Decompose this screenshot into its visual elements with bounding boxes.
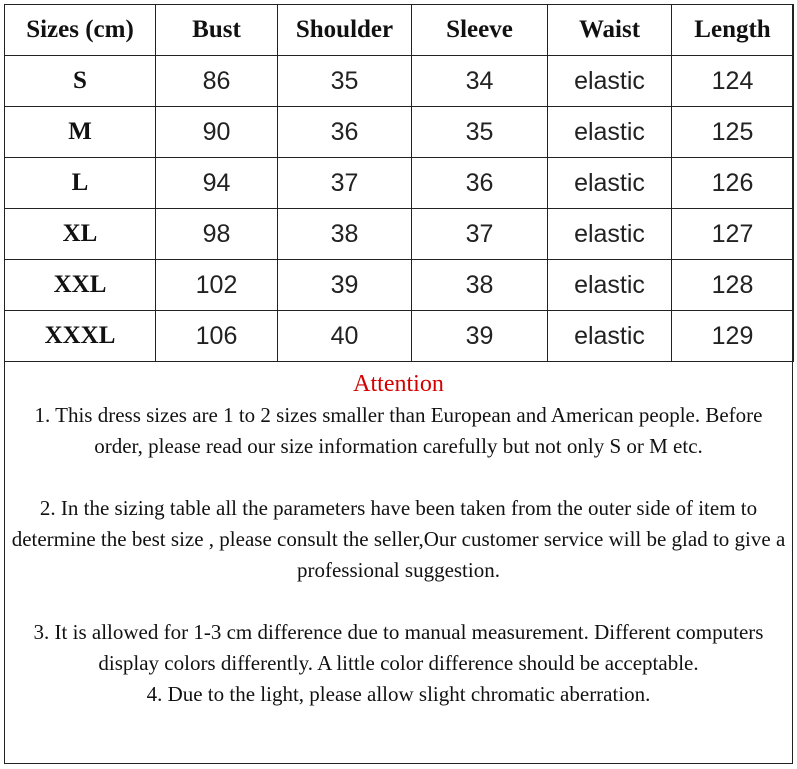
header-sleeve: Sleeve (412, 5, 548, 56)
size-cell: XXXL (5, 311, 156, 362)
note-4: 4. Due to the light, please allow slight chromatic aberration. (146, 682, 651, 706)
bust-cell: 94 (156, 158, 278, 209)
shoulder-cell: 37 (278, 158, 412, 209)
header-waist: Waist (548, 5, 672, 56)
note-3: 3. It is allowed for 1-3 cm difference due to manual measurement. Different computers display colors differently. A little color difference should be acceptable. (33, 620, 764, 675)
note-2: 2. In the sizing table all the parameters have been taken from the outer side of item to determine the best size , please consult the seller,Our customer service will be glad to give a professional suggestion. (11, 496, 786, 582)
table-row (5, 158, 794, 209)
size-cell: L (5, 158, 156, 209)
size-cell: XXL (5, 260, 156, 311)
sleeve-cell: 35 (412, 107, 548, 158)
length-cell: 127 (672, 209, 794, 260)
waist-cell: elastic (548, 56, 672, 107)
length-cell: 129 (672, 311, 794, 362)
waist-cell: elastic (548, 260, 672, 311)
table-row (5, 107, 794, 158)
header-shoulder: Shoulder (278, 5, 412, 56)
table-row (5, 209, 794, 260)
sleeve-cell: 37 (412, 209, 548, 260)
waist-cell: elastic (548, 209, 672, 260)
note-1: 1. This dress sizes are 1 to 2 sizes smaller than European and American people. Before order, please read our size information carefully but not only S or M etc. (34, 403, 763, 458)
attention-title: Attention (353, 371, 444, 397)
sleeve-cell: 38 (412, 260, 548, 311)
table-row (5, 260, 794, 311)
bust-cell: 102 (156, 260, 278, 311)
shoulder-cell: 36 (278, 107, 412, 158)
sleeve-cell: 34 (412, 56, 548, 107)
header-length: Length (672, 5, 794, 56)
note-spacer (11, 586, 786, 617)
shoulder-cell: 40 (278, 311, 412, 362)
length-cell: 126 (672, 158, 794, 209)
shoulder-cell: 38 (278, 209, 412, 260)
attention-notes (5, 362, 792, 710)
waist-cell: elastic (548, 107, 672, 158)
size-cell: S (5, 56, 156, 107)
shoulder-cell: 35 (278, 56, 412, 107)
size-cell: XL (5, 209, 156, 260)
header-sizes: Sizes (cm) (5, 5, 156, 56)
size-cell: M (5, 107, 156, 158)
bust-cell: 86 (156, 56, 278, 107)
bust-cell: 90 (156, 107, 278, 158)
waist-cell: elastic (548, 311, 672, 362)
size-table (4, 4, 794, 362)
bust-cell: 98 (156, 209, 278, 260)
waist-cell: elastic (548, 158, 672, 209)
bust-cell: 106 (156, 311, 278, 362)
table-header-row (5, 5, 794, 56)
sleeve-cell: 36 (412, 158, 548, 209)
shoulder-cell: 39 (278, 260, 412, 311)
length-cell: 128 (672, 260, 794, 311)
sleeve-cell: 39 (412, 311, 548, 362)
table-row (5, 311, 794, 362)
length-cell: 125 (672, 107, 794, 158)
header-bust: Bust (156, 5, 278, 56)
size-chart (4, 4, 793, 764)
note-spacer (11, 462, 786, 493)
table-row (5, 56, 794, 107)
length-cell: 124 (672, 56, 794, 107)
